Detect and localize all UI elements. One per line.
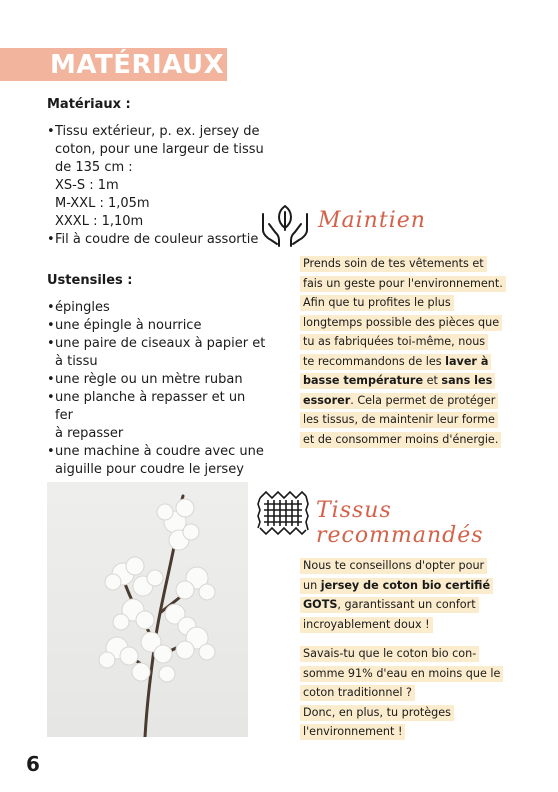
list-item: • Fil à coudre de couleur assortie — [47, 231, 267, 249]
fabrics-line — [300, 597, 479, 613]
tools-section — [47, 272, 267, 479]
list-item-line: • une planche à repasser et un fer — [55, 390, 246, 423]
care-bold-segment: sans les — [441, 374, 493, 387]
care-line — [300, 393, 498, 409]
list-item — [47, 371, 267, 389]
care-line: les tissus, de maintenir leur forme — [300, 412, 498, 428]
list-item — [47, 443, 267, 479]
care-line: tu as fabriquées toi-même, nous — [300, 334, 488, 350]
list-item-line: • épingles — [55, 300, 110, 315]
care-text-segment: et — [423, 374, 442, 387]
care-line: Prends soin de tes vêtements et — [300, 256, 487, 272]
care-text-segment: . Cela permet de protéger — [350, 393, 496, 407]
fabrics-line — [300, 578, 493, 594]
list-item-line: • une règle ou un mètre ruban — [55, 372, 243, 387]
list-item — [47, 317, 267, 335]
care-line: et de consommer moins d'énergie. — [300, 432, 501, 448]
care-text-segment: te recommandons de les — [303, 354, 446, 368]
fabrics-line: l'environnement ! — [300, 724, 405, 740]
cotton-photo — [47, 482, 248, 737]
size-line: XS-S : 1m — [55, 178, 119, 193]
list-item-line: • Tissu extérieur, p. ex. jersey de — [55, 124, 260, 139]
care-line — [300, 373, 495, 389]
tools-heading: Ustensiles : — [47, 273, 133, 288]
care-bold-segment: laver à — [445, 354, 489, 368]
fabrics-line: Nous te conseillons d'opter pour — [300, 558, 487, 574]
fabrics-script-title: Tissus recommandés — [316, 498, 484, 548]
fabrics-line: Donc, en plus, tu protèges — [300, 705, 454, 721]
care-line: Afin que tu profites le plus — [300, 295, 454, 311]
size-line: M-XXL : 1,05m — [55, 196, 150, 211]
fabrics-text-1 — [300, 556, 512, 634]
materials-heading: Matériaux : — [47, 97, 131, 112]
page-title: MATÉRIAUX — [50, 50, 225, 80]
care-bold-segment: basse température — [303, 374, 424, 387]
fabrics-text-segment: , garantissant un confort — [337, 598, 476, 611]
page-number: 6 — [26, 752, 40, 776]
care-bold-segment: essorer — [303, 393, 351, 407]
list-item-line: à repasser — [55, 426, 124, 441]
fabrics-bold-segment: GOTS — [303, 598, 338, 611]
care-line — [300, 354, 491, 370]
list-item — [47, 335, 267, 371]
care-line: fais un geste pour l'environnement. — [300, 276, 506, 292]
care-line: longtemps possible des pièces que — [300, 315, 502, 331]
care-text — [300, 254, 512, 449]
list-item — [47, 123, 267, 231]
fabrics-text-2 — [300, 644, 512, 742]
list-item-line: aiguille pour coudre le jersey — [55, 462, 244, 477]
list-item-line: • une épingle à nourrice — [55, 318, 202, 333]
cotton-branch-image — [47, 482, 248, 737]
list-item-line: à tissu — [55, 354, 98, 369]
list-item-line: • une paire de ciseaux à papier et — [55, 336, 266, 351]
fabrics-bold-segment: jersey de coton bio certifié — [320, 578, 491, 592]
size-line: XXXL : 1,10m — [55, 214, 144, 229]
care-script-title: Maintien — [318, 208, 426, 233]
list-item — [47, 299, 267, 317]
fabrics-text-segment: un — [303, 578, 321, 592]
fabric-mesh-icon — [256, 488, 310, 538]
hands-leaf-icon — [259, 200, 311, 248]
fabrics-line: somme 91% d'eau en moins que le — [300, 666, 503, 682]
list-item-line: coton, pour une largeur de tissu — [55, 142, 264, 157]
fabrics-line: Savais-tu que le coton bio con- — [300, 646, 479, 662]
list-item — [47, 389, 267, 443]
fabrics-line: coton traditionnel ? — [300, 685, 415, 701]
list-item-line: • une machine à coudre avec une — [55, 444, 264, 459]
fabrics-line: incroyablement doux ! — [300, 617, 433, 633]
list-item-line: de 135 cm : — [55, 160, 133, 175]
materials-section — [47, 96, 267, 249]
